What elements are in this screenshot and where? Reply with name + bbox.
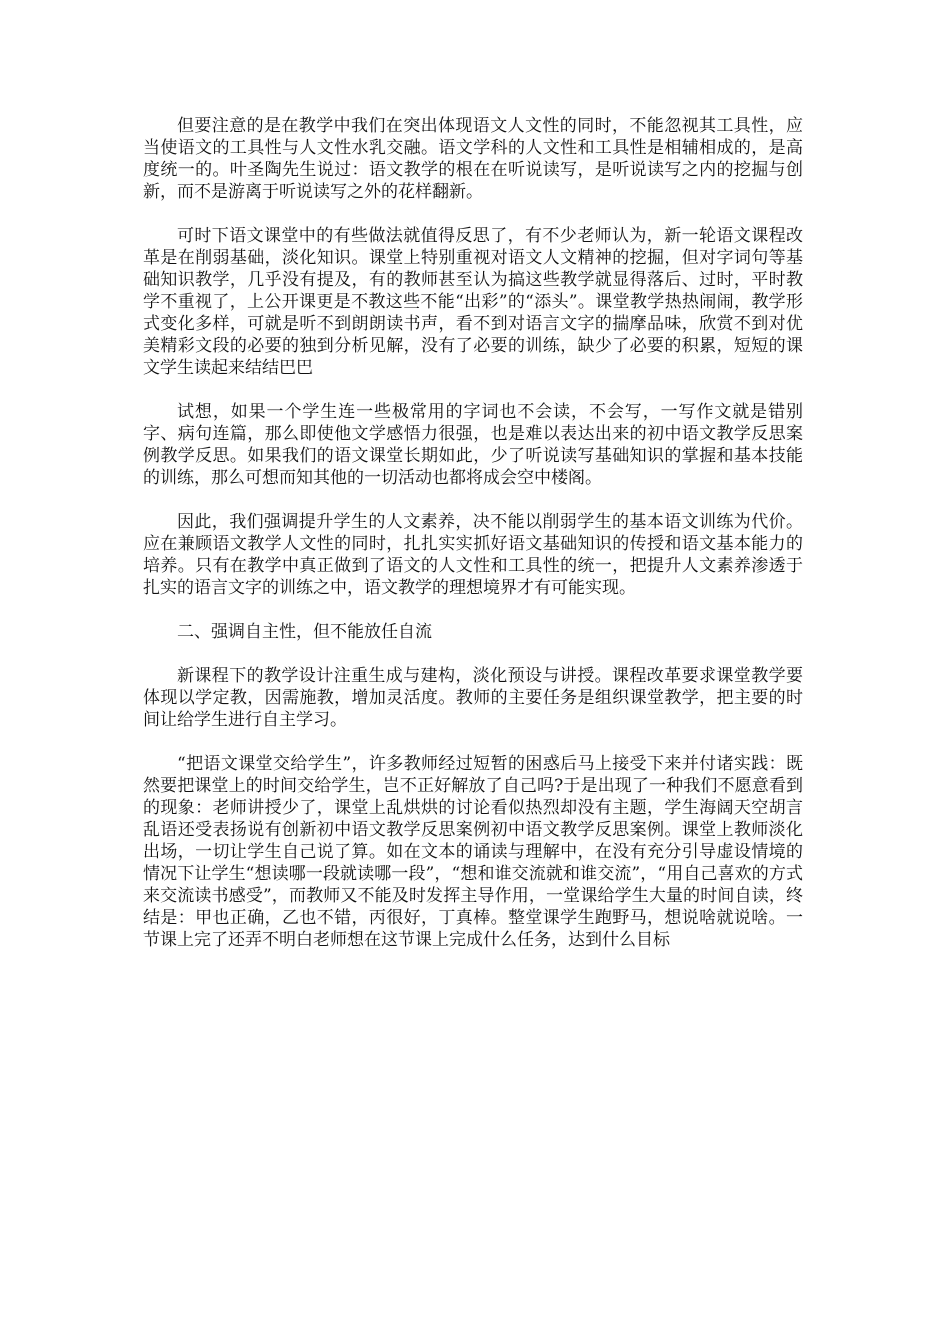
paragraph-5: 新课程下的教学设计注重生成与建构，淡化预设与讲授。课程改革要求课堂教学要体现以学定教，因需施教，增加灵活度。教师的主要任务是组织课堂教学，把主要的时间让给学生进行自主学习。 <box>143 666 803 730</box>
paragraph-3: 试想，如果一个学生连一些极常用的字词也不会读，不会写，一写作文就是错别字、病句连篇，那么即使他文学感悟力很强，也是难以表达出来的初中语文教学反思案例教学反思。如果我们的语文课堂长期如此，少了听说读写基础知识的掌握和基本技能的训练，那么可想而知其他的一切活动也都将成会空中楼阁。 <box>143 402 803 488</box>
paragraph-6: “把语文课堂交给学生”，许多教师经过短暂的困惑后马上接受下来并付诸实践：既然要把课堂上的时间交给学生，岂不正好解放了自己吗?于是出现了一种我们不愿意看到的现象：老师讲授少了，课堂上乱烘烘的讨论看似热烈却没有主题，学生海阔天空胡言乱语还受表扬说有创新初中语文教学反思案例初中语文教学反思案例。课堂上教师淡化出场，一切让学生自己说了算。如在文本的诵读与理解中，在没有充分引导虚设情境的情况下让学生“想读哪一段就读哪一段”，“想和谁交流就和谁交流”，“用自己喜欢的方式来交流读书感受”，而教师又不能及时发挥主导作用，一堂课给学生大量的时间自读，终结是：甲也正确，乙也不错，丙很好，丁真棒。整堂课学生跑野马，想说啥就说啥。一节课上完了还弄不明白老师想在这节课上完成什么任务，达到什么目标 <box>143 754 803 950</box>
paragraph-2: 可时下语文课堂中的有些做法就值得反思了，有不少老师认为，新一轮语文课程改革是在削弱基础，淡化知识。课堂上特别重视对语文人文精神的挖掘，但对字词句等基础知识教学，几乎没有提及，有的教师甚至认为搞这些教学就显得落后、过时，平时教学不重视了，上公开课更是不教这些不能“出彩”的“添头”。课堂教学热热闹闹，教学形式变化多样，可就是听不到朗朗读书声，看不到对语言文字的揣摩品味，欣赏不到对优美精彩文段的必要的独到分析见解，没有了必要的训练，缺少了必要的积累，短短的课文学生读起来结结巴巴 <box>143 226 803 378</box>
section-heading: 二、强调自主性，但不能放任自流 <box>177 622 432 642</box>
paragraph-4: 因此，我们强调提升学生的人文素养，决不能以削弱学生的基本语文训练为代价。应在兼顾语文教学人文性的同时，扎扎实实抓好语文基础知识的传授和语文基本能力的培养。只有在教学中真正做到了语文的人文性和工具性的统一，把提升人文素养渗透于扎实的语言文字的训练之中，语文教学的理想境界才有可能实现。 <box>143 512 803 598</box>
document-page <box>143 115 803 973</box>
paragraph-1: 但要注意的是在教学中我们在突出体现语文人文性的同时，不能忽视其工具性，应当使语文的工具性与人文性水乳交融。语文学科的人文性和工具性是相辅相成的，是高度统一的。叶圣陶先生说过：语文教学的根在在听说读写，是听说读写之内的挖掘与创新，而不是游离于听说读写之外的花样翻新。 <box>143 116 803 202</box>
